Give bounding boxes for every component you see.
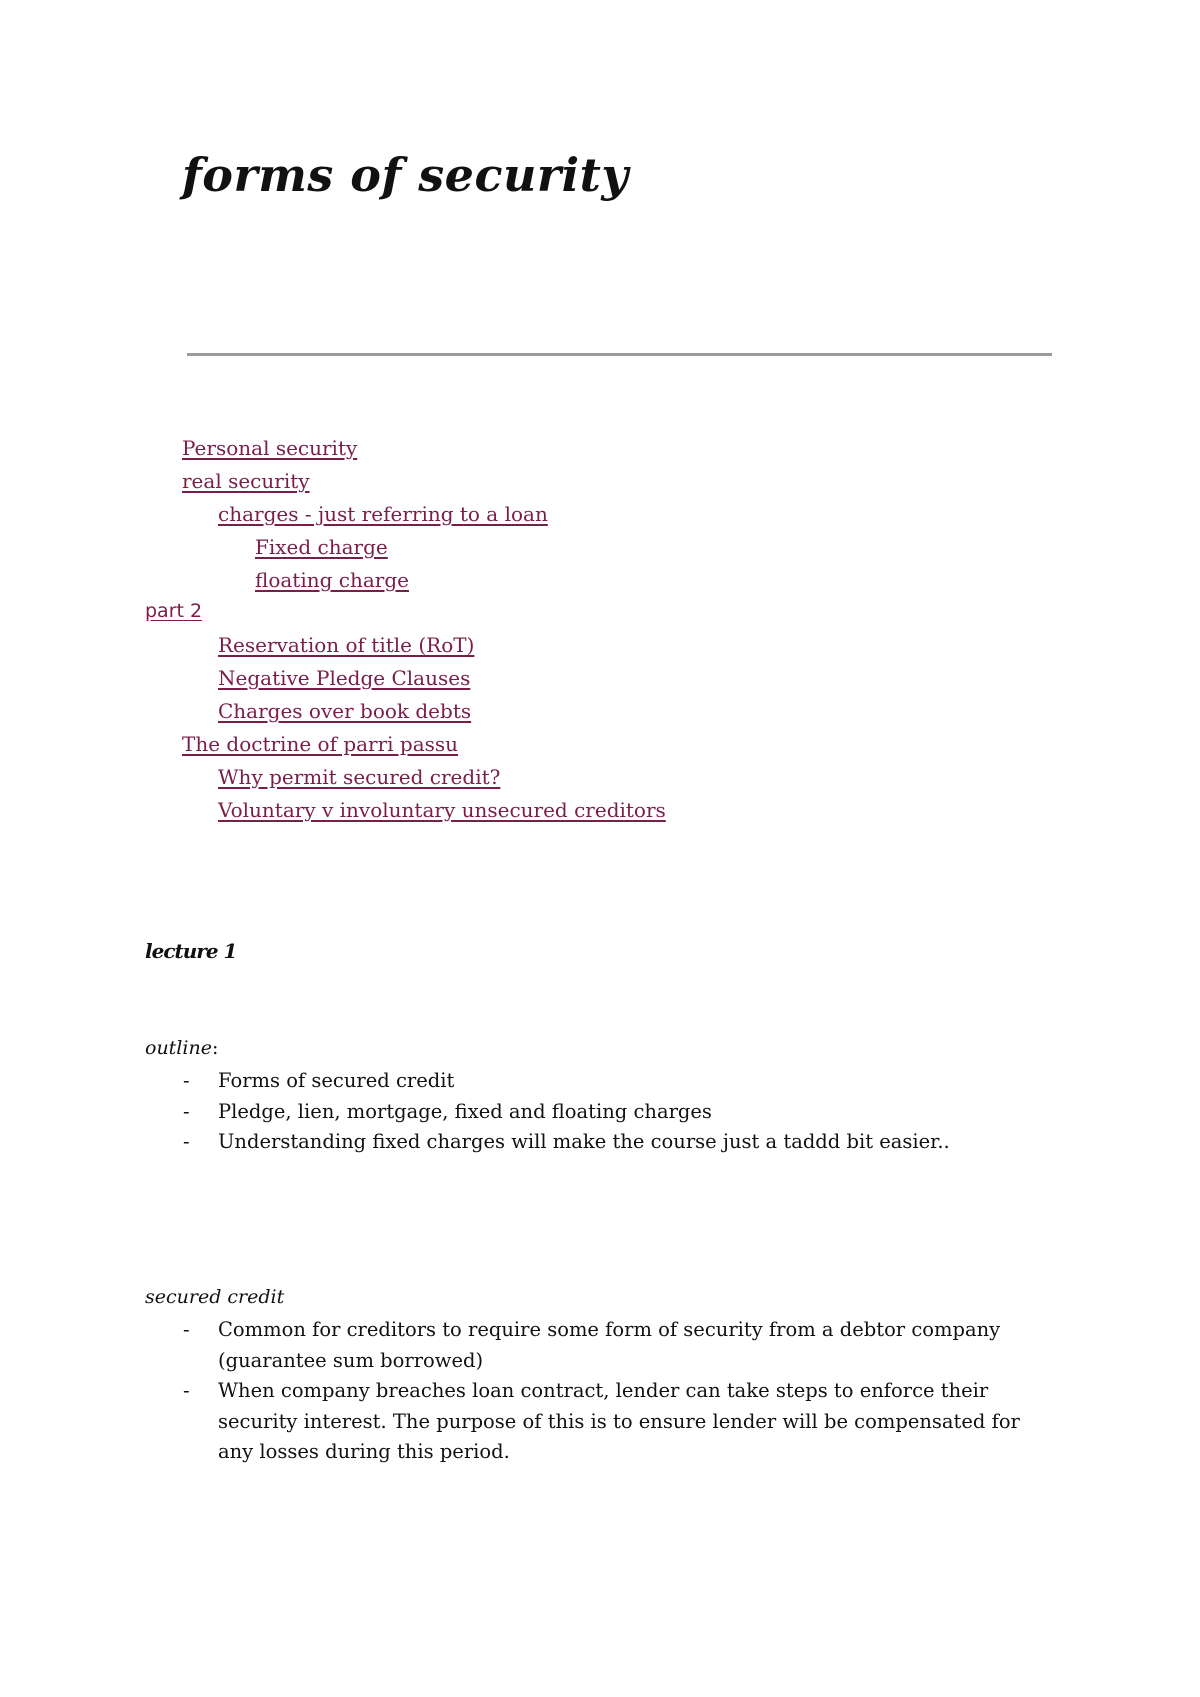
page-title: forms of security bbox=[182, 148, 629, 202]
bullet-dash: - bbox=[183, 1099, 190, 1123]
outline-list bbox=[0, 1066, 1200, 1158]
bullet-dash: - bbox=[183, 1379, 190, 1402]
toc-link-floating-charge[interactable]: floating charge bbox=[255, 568, 409, 592]
outline-label-suffix: : bbox=[211, 1037, 219, 1059]
toc-link-part-2[interactable]: part 2 bbox=[145, 600, 203, 622]
outline-heading bbox=[145, 1037, 218, 1059]
outline-label: outline bbox=[145, 1037, 212, 1059]
toc-link-doctrine-of-parri-passu[interactable]: The doctrine of parri passu bbox=[182, 732, 459, 756]
list-item bbox=[0, 1376, 1200, 1468]
list-item-text: Understanding fixed charges will make the course just a taddd bit easier.. bbox=[218, 1130, 950, 1153]
secured-credit-heading bbox=[145, 1286, 284, 1308]
list-item bbox=[0, 1127, 1200, 1158]
toc-link-personal-security[interactable]: Personal security bbox=[182, 436, 358, 460]
toc-link-charges-over-book-debts[interactable]: Charges over book debts bbox=[218, 699, 472, 723]
list-item bbox=[0, 1315, 1200, 1376]
toc-link-charges[interactable]: charges - just referring to a loan bbox=[218, 502, 548, 526]
secured-credit-label: secured credit bbox=[145, 1286, 285, 1308]
secured-credit-list bbox=[0, 1315, 1200, 1468]
list-item-text: When company breaches loan contract, lender can take steps to enforce their security interest. The purpose of this is to ensure lender will be compensated for any losses during this period. bbox=[218, 1379, 1020, 1463]
list-item-text: Forms of secured credit bbox=[218, 1069, 455, 1092]
bullet-dash: - bbox=[183, 1318, 190, 1341]
bullet-dash: - bbox=[183, 1130, 190, 1153]
lecture-heading: lecture 1 bbox=[145, 939, 237, 963]
toc-link-why-permit-secured-credit[interactable]: Why permit secured credit? bbox=[218, 765, 501, 789]
toc-link-voluntary-v-involuntary[interactable]: Voluntary v involuntary unsecured creditors bbox=[218, 798, 666, 822]
list-item bbox=[0, 1097, 1200, 1128]
toc-link-fixed-charge[interactable]: Fixed charge bbox=[255, 535, 388, 559]
list-item-text: Pledge, lien, mortgage, fixed and floating charges bbox=[218, 1099, 712, 1123]
list-item-text: Common for creditors to require some form of security from a debtor company (guarantee sum borrowed) bbox=[218, 1318, 1001, 1372]
title-divider bbox=[187, 353, 1052, 356]
toc-link-real-security[interactable]: real security bbox=[182, 469, 310, 493]
list-item bbox=[0, 1066, 1200, 1097]
bullet-dash: - bbox=[183, 1069, 190, 1092]
toc-link-negative-pledge-clauses[interactable]: Negative Pledge Clauses bbox=[218, 666, 471, 690]
toc-link-reservation-of-title[interactable]: Reservation of title (RoT) bbox=[218, 633, 475, 657]
